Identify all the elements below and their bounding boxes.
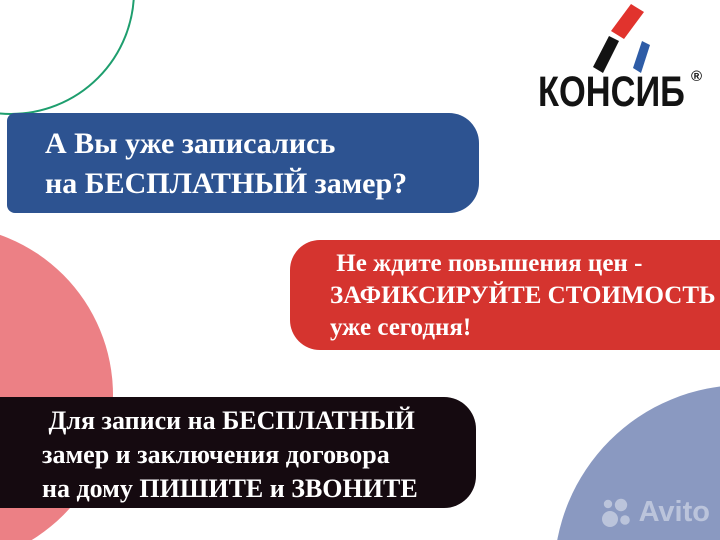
avito-watermark-label: Avito — [638, 496, 710, 528]
banner-line: замер и заключения договора — [42, 440, 390, 469]
logo-parallelogram-red — [611, 4, 644, 39]
teal-circle-outline — [0, 0, 135, 115]
banner-fix-price — [290, 240, 720, 350]
banner-line: Не ждите повышения цен - — [330, 250, 643, 277]
banner-line: уже сегодня! — [330, 314, 472, 341]
konsib-logo-text: КОНСИБ — [538, 68, 685, 116]
banner-line: ЗАФИКСИРУЙТЕ СТОИМОСТЬ — [330, 282, 716, 309]
banner-line: на дому ПИШИТЕ и ЗВОНИТЕ — [42, 474, 418, 503]
banner-line: Для записи на БЕСПЛАТНЫЙ — [42, 406, 415, 435]
konsib-logo-mark-icon — [588, 0, 658, 78]
banner-line: на БЕСПЛАТНЫЙ замер? — [45, 167, 408, 200]
banner-contact-call-to-action — [0, 397, 476, 508]
registered-trademark-symbol: ® — [691, 68, 703, 85]
banner-free-measure-question — [7, 113, 479, 213]
avito-logo-icon — [601, 496, 634, 529]
avito-watermark — [601, 496, 710, 529]
banner-line: А Вы уже записались — [45, 127, 336, 160]
